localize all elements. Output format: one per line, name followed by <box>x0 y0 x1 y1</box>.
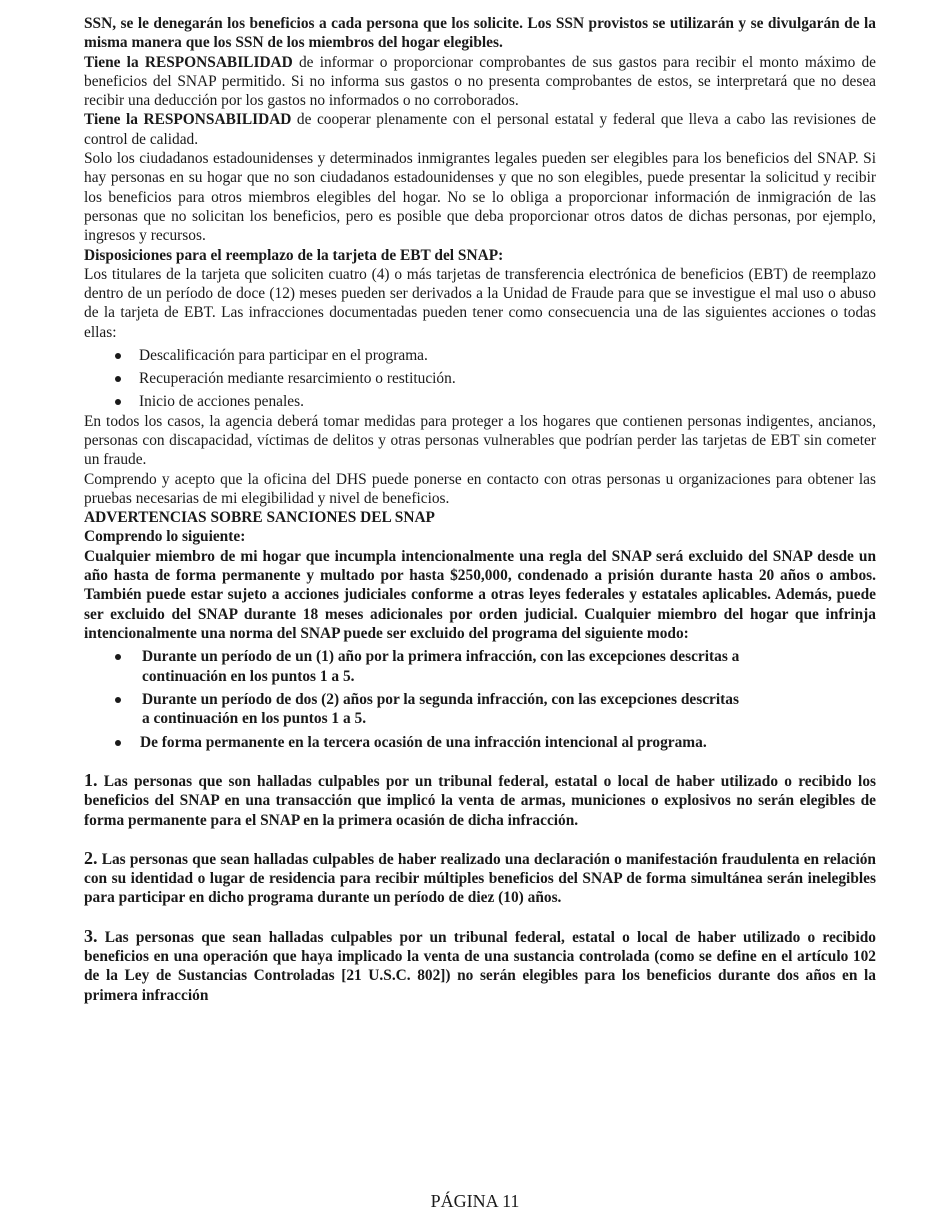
understand-heading: Comprendo lo siguiente: <box>84 528 246 546</box>
responsibility-text: de informar o proporcionar comprobantes de sus gastos para recibir el monto máximo de beneficios del SNAP permitido. Si no informa sus gastos o no presenta comprobantes de estos, se interpretará que no desea recibir una deducción por los gastos no informados o no corroborados. <box>84 53 877 110</box>
item-text: Las personas que sean halladas culpables por un tribunal federal, estatal o local de haber utilizado o recibido beneficios en una operación que haya implicado la venta de una sustancia controlada (como se define en el artículo 102 de la Ley de Sustancias Controladas [21 U.S.C. 802]) no serán elegibles para los beneficios durante dos años en la primera infracción <box>84 928 876 1004</box>
responsibility-lead: Tiene la RESPONSABILIDAD <box>84 111 292 129</box>
list-item <box>84 733 876 752</box>
page-number: PÁGINA 11 <box>430 1191 520 1211</box>
list-item <box>84 392 876 411</box>
list-item-text: Inicio de acciones penales. <box>139 393 304 411</box>
ebt-actions-list <box>84 346 876 412</box>
citizens-paragraph: Solo los ciudadanos estadounidenses y determinados inmigrantes legales pueden ser elegibles para los beneficios del SNAP. Si hay personas en su hogar que no son ciudadanos estadounidenses y que no son elegibles, puede presentar la solicitud y recibir los beneficios para otros miembros elegibles del hogar. No se lo obliga a proporcionar información de inmigración de las personas que no solicitan los beneficios, pero es posible que deba proporcionar otros datos de dichas personas, por ejemplo, ingresos y recursos. <box>84 150 876 245</box>
numbered-item-2 <box>84 849 876 908</box>
bullet-icon <box>115 399 121 405</box>
penalty-paragraph: Cualquier miembro de mi hogar que incumpla intencionalmente una regla del SNAP será excluido del SNAP desde un año hasta de forma permanente y multado por hasta $250,000, condenado a prisión durante hasta 20 años o ambos. También puede estar sujeto a acciones judiciales conforme a otras leyes federales y estatales aplicables. Además, puede ser excluido del SNAP durante 18 meses adicionales por orden judicial. Cualquier miembro del hogar que infrinja intencionalmente una norma del SNAP puede ser excluido del programa del siguiente modo: <box>84 547 876 642</box>
ssn-paragraph: SSN, se le denegarán los beneficios a cada persona que los solicite. Los SSN provistos se utilizarán y se divulgarán de la misma manera que los SSN de los miembros del hogar elegibles. <box>84 15 876 52</box>
document-body <box>84 14 876 1005</box>
ebt-replacement-heading: Disposiciones para el reemplazo de la tarjeta de EBT del SNAP: <box>84 246 504 264</box>
numbered-item-3 <box>84 927 876 1005</box>
responsibility-expenses-paragraph <box>84 53 876 111</box>
dhs-consent-paragraph: Comprendo y acepto que la oficina del DHS puede ponerse en contacto con otras personas u organizaciones para obtener las pruebas necesarias de mi elegibilidad y nivel de beneficios. <box>84 470 876 507</box>
item-text: Las personas que sean halladas culpables de haber realizado una declaración o manifestación fraudulenta en relación con su identidad o lugar de residencia para recibir múltiples beneficios del SNAP de forma simultánea serán inelegibles para participar en dicho programa durante un período de diez (10) años. <box>84 850 876 907</box>
item-text: Las personas que son halladas culpables por un tribunal federal, estatal o local de haber utilizado o recibido los beneficios del SNAP en una transacción que implicó la venta de armas, municiones o explosivos no serán elegibles de forma permanente para el SNAP en la primera ocasión de dicha infracción. <box>84 772 876 829</box>
list-item-text: Descalificación para participar en el programa. <box>139 346 428 364</box>
penalty-list <box>84 647 876 752</box>
responsibility-lead: Tiene la RESPONSABILIDAD <box>84 53 293 71</box>
ebt-replacement-paragraph: Los titulares de la tarjeta que soliciten cuatro (4) o más tarjetas de transferencia electrónica de beneficios (EBT) de reemplazo dentro de un período de doce (12) meses pueden ser derivados a la Unidad de Fraude para que se investigue el mal uso o abuso de la tarjeta de EBT. Las infracciones documentadas pueden tener como consecuencia una de las siguientes acciones o todas ellas: <box>84 265 876 341</box>
list-item-line: continuación en los puntos 1 a 5. <box>142 667 355 685</box>
agency-paragraph: En todos los casos, la agencia deberá tomar medidas para proteger a los hogares que contienen personas indigentes, ancianos, personas con discapacidad, víctimas de delitos y otras personas vulnerables que podrían perder las tarjetas de EBT sin cometer un fraude. <box>84 412 876 469</box>
responsibility-cooperation-paragraph <box>84 110 876 149</box>
bullet-icon <box>115 654 121 660</box>
list-item <box>84 647 876 686</box>
responsibility-text: de cooperar plenamente con el personal estatal y federal que lleva a cabo las revisiones de control de calidad. <box>84 111 876 148</box>
bullet-icon <box>115 353 121 359</box>
bullet-icon <box>115 740 121 746</box>
list-item <box>84 690 876 729</box>
list-item-line: De forma permanente en la tercera ocasión de una infracción intencional al programa. <box>140 733 707 751</box>
penalty-warnings-heading: ADVERTENCIAS SOBRE SANCIONES DEL SNAP <box>84 509 435 527</box>
item-number: 1. <box>84 769 98 790</box>
list-item <box>84 369 876 388</box>
item-number: 3. <box>84 925 98 946</box>
bullet-icon <box>115 376 121 382</box>
item-number: 2. <box>84 847 98 868</box>
numbered-item-1 <box>84 771 876 830</box>
list-item-line: Durante un período de dos (2) años por la segunda infracción, con las excepciones descritas <box>142 690 739 708</box>
bullet-icon <box>115 697 121 703</box>
list-item-text: Recuperación mediante resarcimiento o restitución. <box>139 370 456 388</box>
list-item-line: a continuación en los puntos 1 a 5. <box>142 710 367 728</box>
list-item <box>84 346 876 365</box>
list-item-line: Durante un período de un (1) año por la primera infracción, con las excepciones descritas a <box>142 648 740 666</box>
